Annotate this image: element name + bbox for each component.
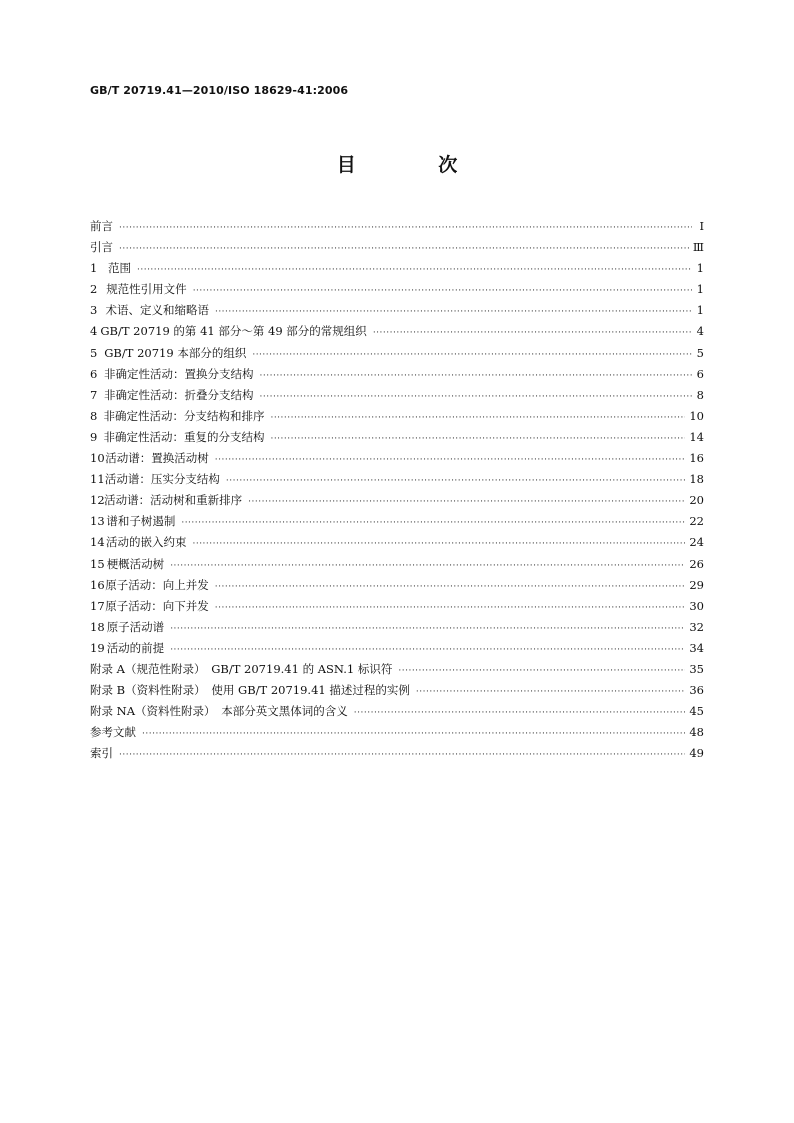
- toc-entry-number: 18: [90, 619, 105, 634]
- toc-entry-label: 梗概活动树: [106, 556, 165, 571]
- toc-entry-number: 15: [90, 556, 105, 571]
- toc-entry-label: 活动的前提: [106, 640, 165, 655]
- toc-entry-page: 24: [689, 535, 704, 550]
- toc-entry-label: GB/T 20719 本部分的组织: [104, 345, 247, 360]
- toc-entry-page: 49: [689, 746, 704, 761]
- toc-leader-dots: [119, 745, 685, 766]
- toc-leader-dots: [260, 387, 692, 408]
- toc-entry-page: 4: [696, 324, 704, 339]
- toc-entry-label: 原子活动：向下并发: [105, 598, 209, 613]
- toc-entry-number: 16: [90, 577, 105, 592]
- toc-entry-label: GB/T 20719 的第 41 部分～第 49 部分的常规组织: [100, 324, 367, 339]
- toc-entry-label: 附录 NA（资料性附录） 本部分英文黑体词的含义: [90, 704, 348, 719]
- toc-entry-label: 活动谱：置换活动树: [105, 451, 209, 466]
- toc-entry-number: 13: [90, 514, 105, 529]
- toc-entry-page: 20: [689, 493, 704, 508]
- toc-entry[interactable]: [90, 575, 704, 596]
- toc-entry-number: 2: [90, 282, 98, 297]
- toc-leader-dots: [137, 260, 692, 281]
- toc-entry-label: 规范性引用文件: [106, 282, 187, 297]
- toc-entry[interactable]: [90, 300, 704, 321]
- toc-entry-number: 6: [90, 366, 98, 381]
- toc-entry[interactable]: [90, 216, 704, 237]
- toc-entry-page: 6: [696, 366, 704, 381]
- toc-leader-dots: [170, 556, 685, 577]
- toc-entry-page: 1: [696, 261, 704, 276]
- toc-entry-page: 30: [689, 598, 704, 613]
- toc-entry-page: 1: [696, 303, 704, 318]
- toc-leader-dots: [252, 345, 692, 366]
- toc-leader-dots: [215, 598, 686, 619]
- toc-entry-label: 活动的嵌入约束: [105, 535, 187, 550]
- toc-entry-number: 7: [90, 387, 98, 402]
- toc-leader-dots: [215, 450, 686, 471]
- table-of-contents: [90, 216, 704, 764]
- toc-entry[interactable]: [90, 680, 704, 701]
- toc-entry[interactable]: [90, 343, 704, 364]
- toc-entry-number: 4: [90, 324, 98, 339]
- toc-entry-page: Ⅲ: [692, 240, 704, 255]
- toc-leader-dots: [215, 302, 692, 323]
- toc-entry[interactable]: [90, 511, 704, 532]
- toc-entry-number: 11: [90, 472, 105, 487]
- toc-leader-dots: [270, 429, 685, 450]
- toc-entry-label: 活动谱：活动树和重新排序: [104, 493, 243, 508]
- toc-entry[interactable]: [90, 364, 704, 385]
- toc-entry-label: 原子活动：向上并发: [105, 577, 209, 592]
- toc-leader-dots: [416, 682, 685, 703]
- toc-title: 目 次: [336, 154, 496, 176]
- toc-entry[interactable]: [90, 490, 704, 511]
- toc-entry-number: 19: [90, 640, 105, 655]
- toc-leader-dots: [119, 239, 689, 260]
- toc-entry-label: 谱和子树遏制: [106, 514, 176, 529]
- toc-entry-label: 原子活动谱: [106, 619, 165, 634]
- toc-entry[interactable]: [90, 448, 704, 469]
- toc-leader-dots: [270, 408, 685, 429]
- toc-entry[interactable]: [90, 469, 704, 490]
- toc-entry-page: 32: [689, 619, 704, 634]
- toc-entry-page: 8: [696, 387, 704, 402]
- toc-entry[interactable]: [90, 638, 704, 659]
- toc-entry-number: 5: [90, 345, 98, 360]
- toc-entry-page: Ⅰ: [699, 219, 704, 233]
- toc-entry-label: 非确定性活动：折叠分支结构: [104, 387, 254, 402]
- toc-leader-dots: [119, 218, 692, 239]
- toc-leader-dots: [142, 724, 685, 745]
- toc-entry[interactable]: [90, 659, 704, 680]
- toc-entry-page: 14: [689, 429, 704, 444]
- toc-entry-number: 10: [90, 451, 105, 466]
- toc-entry-label: 非确定性活动：分支结构和排序: [103, 408, 265, 423]
- toc-entry-page: 22: [689, 514, 704, 529]
- toc-entry-page: 10: [689, 408, 704, 423]
- toc-entry-page: 16: [689, 451, 704, 466]
- toc-entry-number: 17: [90, 598, 105, 613]
- toc-entry-page: 26: [689, 556, 704, 571]
- toc-entry-number: 8: [90, 408, 98, 423]
- toc-entry[interactable]: [90, 617, 704, 638]
- toc-leader-dots: [193, 281, 692, 302]
- toc-entry-label: 附录 B（资料性附录） 使用 GB/T 20719.41 描述过程的实例: [90, 683, 410, 698]
- toc-entry[interactable]: [90, 427, 704, 448]
- toc-leader-dots: [373, 323, 692, 344]
- toc-entry[interactable]: [90, 554, 704, 575]
- toc-entry[interactable]: [90, 279, 704, 300]
- toc-entry[interactable]: [90, 532, 704, 553]
- toc-leader-dots: [170, 619, 685, 640]
- toc-entry-page: 1: [696, 282, 704, 297]
- toc-entry-page: 29: [689, 577, 704, 592]
- toc-entry[interactable]: [90, 701, 704, 722]
- toc-entry[interactable]: [90, 743, 704, 764]
- toc-leader-dots: [260, 366, 692, 387]
- toc-entry-page: 36: [689, 683, 704, 698]
- toc-entry-label: 非确定性活动：重复的分支结构: [103, 429, 265, 444]
- toc-leader-dots: [226, 471, 685, 492]
- toc-entry-page: 18: [689, 472, 704, 487]
- toc-entry-page: 34: [689, 640, 704, 655]
- toc-entry-page: 5: [696, 345, 704, 360]
- toc-entry-label: 范围: [107, 261, 131, 276]
- toc-entry-number: 3: [90, 303, 98, 318]
- toc-entry-number: 14: [90, 535, 105, 550]
- toc-leader-dots: [170, 640, 685, 661]
- toc-entry-page: 35: [689, 661, 704, 676]
- toc-leader-dots: [354, 703, 686, 724]
- toc-entry-label: 非确定性活动：置换分支结构: [104, 366, 254, 381]
- toc-entry-label: 引言: [90, 240, 113, 255]
- toc-entry[interactable]: [90, 321, 704, 342]
- toc-entry-number: 12: [90, 493, 105, 508]
- standard-number: GB/T 20719.41—2010/ISO 18629-41:2006: [90, 84, 349, 97]
- toc-entry-page: 45: [689, 704, 704, 719]
- toc-entry[interactable]: [90, 722, 704, 743]
- toc-entry-label: 术语、定义和缩略语: [105, 303, 209, 318]
- toc-entry-label: 附录 A（规范性附录） GB/T 20719.41 的 ASN.1 标识符: [90, 661, 393, 676]
- toc-leader-dots: [192, 534, 685, 555]
- toc-leader-dots: [248, 492, 685, 513]
- toc-leader-dots: [398, 661, 685, 682]
- toc-entry[interactable]: [90, 237, 704, 258]
- toc-entry-label: 参考文献: [90, 725, 136, 740]
- toc-entry-label: 索引: [90, 746, 113, 761]
- toc-entry-label: 活动谱：压实分支结构: [104, 472, 220, 487]
- toc-entry-page: 48: [689, 725, 704, 740]
- toc-entry-number: 9: [90, 429, 98, 444]
- toc-leader-dots: [215, 577, 686, 598]
- toc-entry[interactable]: [90, 258, 704, 279]
- toc-entry[interactable]: [90, 385, 704, 406]
- toc-entry[interactable]: [90, 596, 704, 617]
- toc-entry-label: 前言: [90, 219, 113, 233]
- toc-entry[interactable]: [90, 406, 704, 427]
- toc-entry-number: 1: [90, 261, 98, 276]
- toc-leader-dots: [181, 513, 685, 534]
